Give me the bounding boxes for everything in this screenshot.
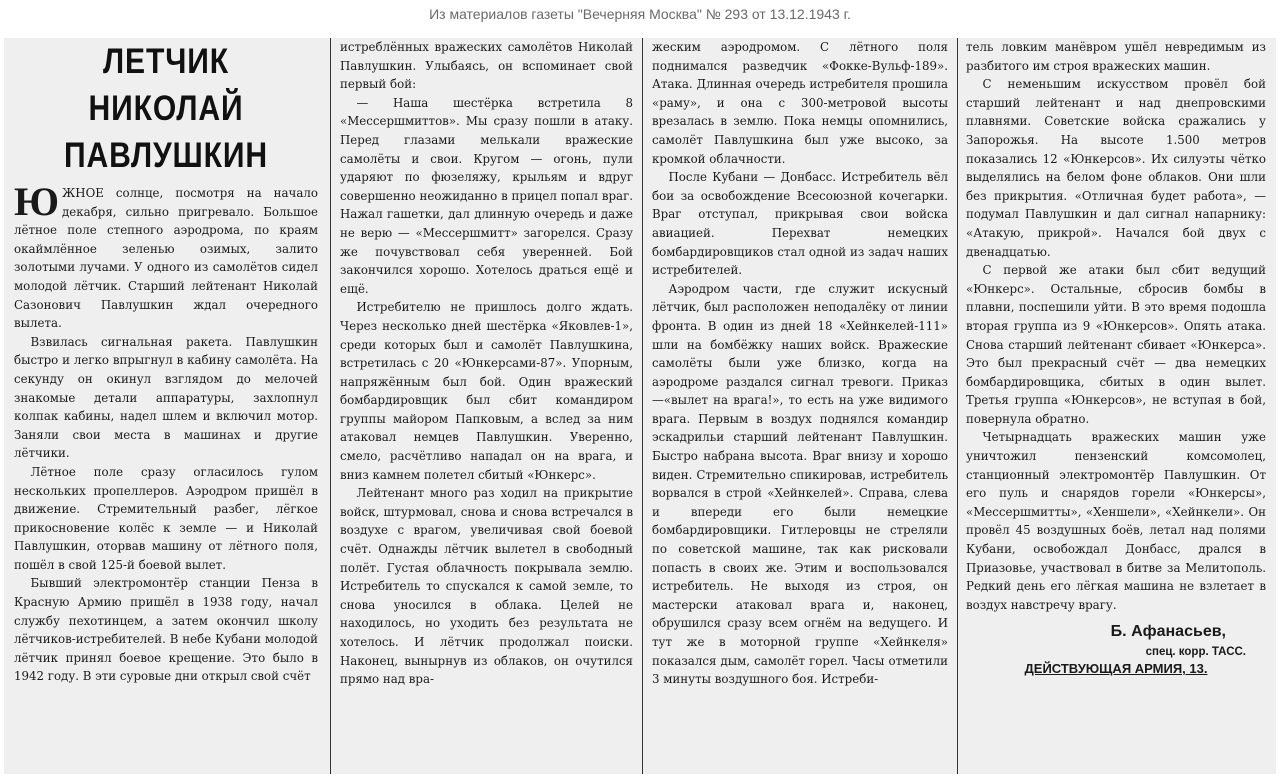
column-rule	[330, 38, 331, 774]
paragraph: истреблённых вражеских самолётов Николай Павлушкин. Улыбаясь, он вспоминает свой первый бой:	[340, 40, 633, 92]
paragraph: тель ловким манёвром ушёл невредимым из разбитого им строя вражеских машин.	[966, 40, 1266, 73]
paragraph: С неменьшим искусством провёл бой старший лейтенант и над днепровскими плавнями. Советские войска сражались у Запорожья. На высоте 1.500 метров показались 12 «Юнкерсов». Их силуэты чётко выделялись на белом фоне облаков. Они шли без прикрытия. «Отличная будет работа», — подумал Павлушкин и дал сигнал напарнику: «Атакую, прикрой». Начался бой двух с двенадцатью.	[966, 77, 1266, 259]
paragraph: Аэродром части, где служит искусный лётчик, был расположен неподалёку от линии фронта. В один из дней 18 «Хейнкелей-111» шли на бомбёжку наших войск. Вражеские самолёты были уже близко, когда на аэродроме раздался сигнал тревоги. Приказ—«вылет на врага!», то есть на уже видимого врага. Первым в воздух поднялся командир эскадрильи старший лейтенант Павлушкин. Быстро набрана высота. Враг внизу и хорошо виден. Стремительно спикировав, истребитель ворвался в строй «Хейнкелей». Справа, слева и впереди его были немецкие бомбардировщики. Гитлеровцы не стреляли по советской машине, так как рисковали попасть в своих же. Этим и воспользовался истребитель. Не выходя из строя, он мастерски атаковал врага и, наконец, обрушился сразу всем огнём на ведущего. И тут же в моторной группе «Хейнкеля» показался дым, самолёт горел. Часы отметили 3 минуты воздушного боя. Истреби-	[652, 281, 948, 687]
paragraph: жеским аэродромом. С лётного поля поднимался разведчик «Фокке-Вульф-189». Атака. Длинная очередь истребителя прошила «раму», и она с 300-метровой высоты врезалась в землю. Пока немцы опомнились, самолёт Павлушкина был уже высоко, за кромкой облачности.	[652, 40, 948, 166]
author-name: Б. Афанасьев,	[1110, 623, 1226, 641]
paragraph: После Кубани — Донбасс. Истребитель вёл бои за освобождение Всесоюзной кочегарки. Враг отступал, прикрывая свои войска авиацией. Перехват немецких бомбардировщиков стал одной из задач наших истребителей.	[652, 170, 948, 278]
paragraph: С первой же атаки был сбит ведущий «Юнкерс». Остальные, сбросив бомбы в плавни, поспешили уйти. В это время подошла вторая группа из 9 «Юнкерсов». Опять атака. Снова старший лейтенант сбивает «Юнкерса». Это был прекрасный счёт — два немецких бомбардировщика, сбитых в один вылет. Третья группа «Юнкерсов», не вступая в бой, повернула обратно.	[966, 263, 1266, 426]
drop-cap: Ю	[14, 179, 60, 224]
article-column-3	[652, 38, 948, 774]
newspaper-clipping	[4, 38, 1276, 774]
article-column-2	[340, 38, 633, 774]
paragraph: Лейтенант много раз ходил на прикрытие войск, штурмовал, снова и снова встречался в воздухе с врагом, увеличивая свой боевой счёт. Однажды лётчик вылетел в свободный полёт. Густая облачность покрывала землю. Истребитель то спускался к самой земле, то снова уносился в облака. Целей не находилось, но уходить без результата не хотелось. И лётчик продолжал поиски. Наконец, вынырнув из облаков, он очутился прямо над вра-	[340, 486, 633, 687]
paragraph: Четырнадцать вражеских машин уже уничтожил пензенский комсомолец, станционный электромонтёр Павлушкин. От его пуль и снарядов горели «Юнкерсы», «Мессершмитты», «Хеншели», «Хейнкели». Он провёл 45 воздушных боёв, летал над полями Кубани, освобождал Донбасс, дрался в Приазовье, участвовал в битве за Мелитополь. Редкий день его лёгкая машина не взлетает в воздух навстречу врагу.	[966, 430, 1266, 612]
article-column-1	[14, 38, 318, 774]
paragraph: — Наша шестёрка встретила 8 «Мессершмиттов». Мы сразу пошли в атаку. Перед глазами мелькали вражеские самолёты и свои. Кругом — огонь, пули ударяют по фюзеляжу, крыльям и вдруг совершенно неожиданно в прицел попал враг. Нажал гашетки, дал длинную очередь и даже не верю — «Мессершмитт» загорелся. Сразу же почувствовал себя уверенней. Бой закончился хорошо. Хотелось драться ещё и ещё.	[340, 95, 633, 296]
paragraph: Лётное поле сразу огласилось гулом нескольких пропеллеров. Аэродром пришёл в движение. Стремительный разбег, лёгкое прикосновение колёс к земле — и Николай Павлушкин, оторвав машину от лётного поля, пошёл в свой 125-й боевой вылет.	[14, 464, 318, 572]
paragraph	[14, 179, 318, 333]
title-line: ЛЕТЧИК	[103, 42, 229, 81]
paragraph-text: ЖНОЕ солнце, посмотря на начало декабря, сильно пригревало. Большое лётное поле степного аэродрома, по краям окаймлённое зеленью озимых, залито золотыми лучами. У одного из самолётов сидел молодой лётчик. Старший лейтенант Николай Сазонович Павлушкин ждал очередного вылета.	[14, 186, 318, 331]
column-rule	[642, 38, 643, 774]
paragraph: Взвилась сигнальная ракета. Павлушкин быстро и легко впрыгнул в кабину самолёта. На секунду он окинул взглядом до мелочей знакомые детали аппаратуры, захлопнул колпак кабины, надел шлем и включил мотор. Заняли свои места в машинах и другие лётчики.	[14, 334, 318, 461]
column-rule	[957, 38, 958, 774]
title-line: ПАВЛУШКИН	[64, 136, 268, 175]
paragraph: Истребителю не пришлось долго ждать. Через несколько дней шестёрка «Яковлев-1», среди которых был и самолёт Павлушкина, встретилась с 20 «Юнкерсами-87». Упорным, напряжённым был бой. Один вражеский бомбардировщик был сбит командиром группы майором Папковым, а вслед за ним атаковал немцев Павлушкин. Уверенно, смело, расчётливо нападал он на врага, и вниз камнем полетел сбитый «Юнкерс».	[340, 300, 633, 482]
dateline: ДЕЙСТВУЮЩАЯ АРМИЯ, 13.	[1024, 661, 1208, 677]
paragraph: Бывший электромонтёр станции Пенза в Красную Армию пришёл в 1938 году, начал службу пехотинцем, а затем окончил школу лётчиков-истребителей. В небе Кубани молодой лётчик принял боевое крещение. Это было в 1942 году. В эти суровые дни открыл свой счёт	[14, 576, 318, 684]
title-line: НИКОЛАЙ	[88, 89, 244, 128]
article-title	[35, 38, 296, 179]
author-role: спец. корр. ТАСС.	[1145, 646, 1246, 659]
article-column-4	[966, 38, 1266, 774]
source-caption: Из материалов газеты "Вечерняя Москва" № 293 от 13.12.1943 г.	[429, 6, 851, 22]
